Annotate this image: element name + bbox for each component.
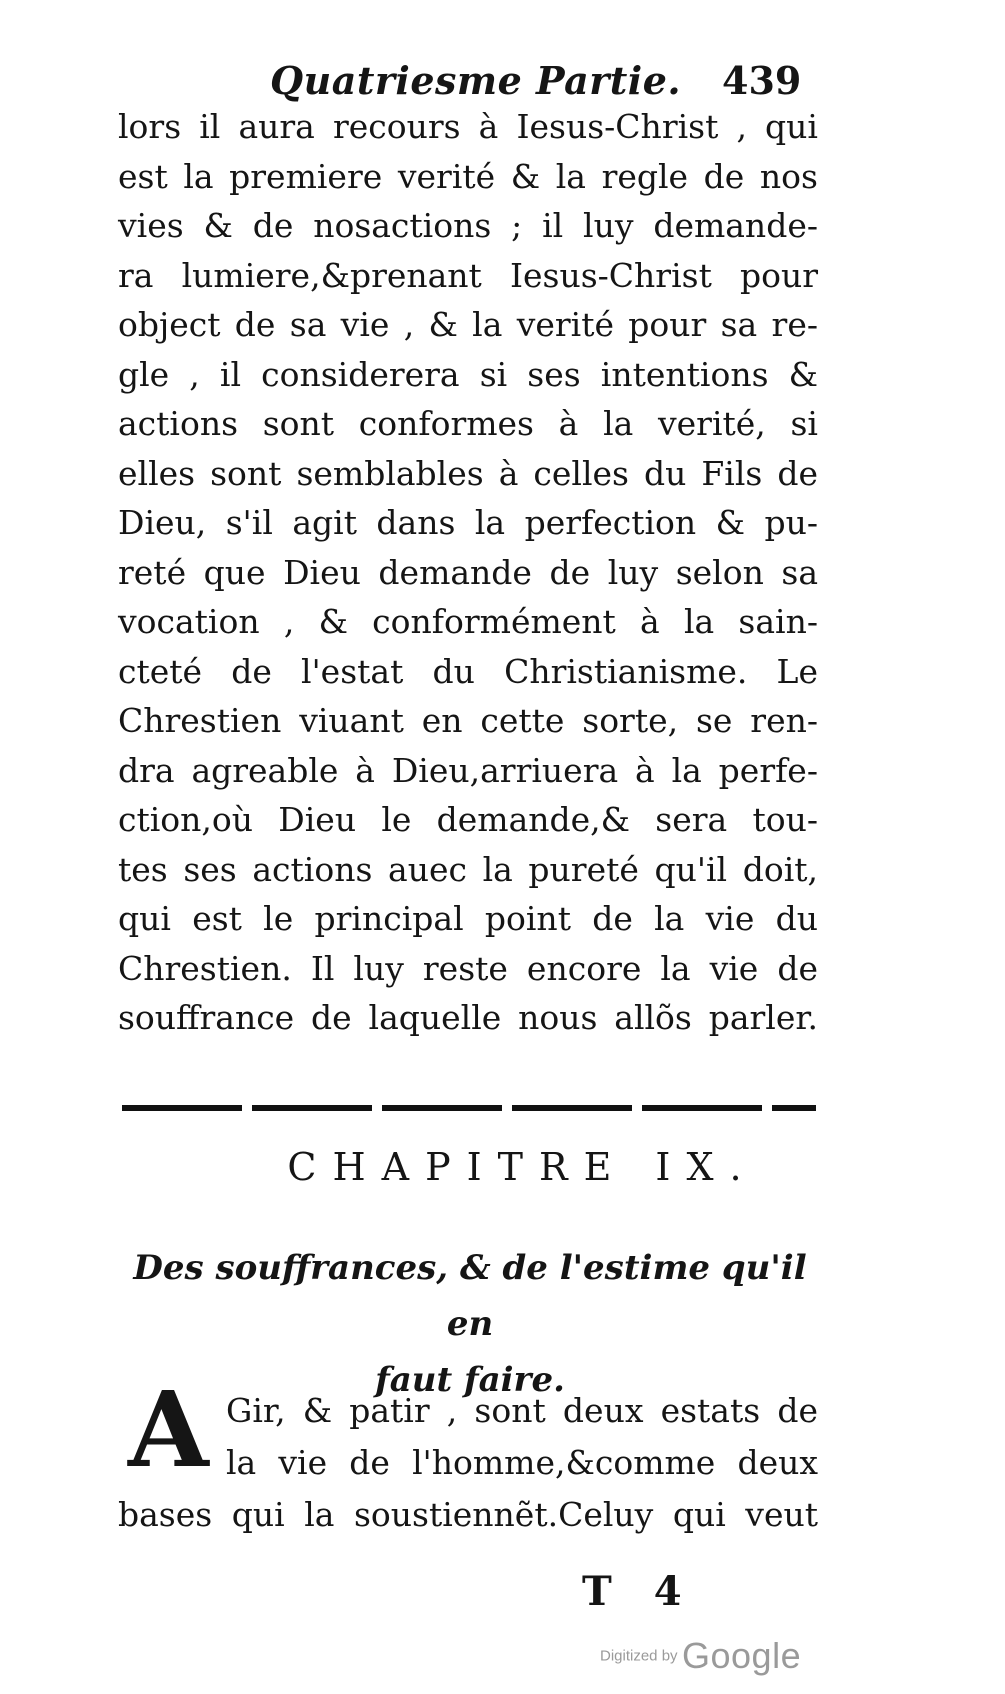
- text-line: Chrestien. Il luy reste encore la vie de: [118, 948, 818, 988]
- text-line: actions sont conformes à la verité, si: [118, 404, 818, 443]
- text-line: lors il aura recours à Iesus-Christ , qui: [118, 107, 818, 146]
- text-line: la vie de l'homme,&comme deux: [226, 1443, 818, 1482]
- text-line: bases qui la soustiennẽt.Celuy qui veut: [118, 1495, 818, 1534]
- text-line: dra agreable à Dieu,arriuera à la perfe-: [118, 750, 818, 790]
- body-text: [118, 102, 818, 1043]
- ornamental-rule: [122, 1105, 816, 1111]
- text-line: cteté de l'estat du Christianisme. Le: [118, 651, 818, 691]
- page-number: 439: [722, 58, 802, 103]
- text-line: gle , il considerera si ses intentions &: [118, 354, 818, 394]
- text-line: Gir, & patir , sont deux estats de: [226, 1391, 818, 1430]
- text-line: tes ses actions auec la pureté qu'il doit,: [118, 849, 818, 889]
- text-line: Chrestien viuant en cette sorte, se ren-: [118, 701, 818, 740]
- chapter-heading: CHAPITRE IX.: [287, 1145, 758, 1189]
- chapter-title-line: Des souffrances, & de l'estime qu'il en: [133, 1248, 807, 1344]
- text-line: ction,où Dieu le demande,& sera tou-: [118, 800, 818, 839]
- watermark-logo: Google: [682, 1635, 802, 1676]
- text-line: ra lumiere,&prenant Iesus-Christ pour: [118, 255, 818, 295]
- text-line: souffrance de laquelle nous allõs parler.: [118, 998, 818, 1037]
- running-head: Quatriesme Partie.: [270, 58, 682, 103]
- drop-cap: A: [128, 1368, 209, 1491]
- text-line: reté que Dieu demande de luy selon sa: [118, 552, 818, 592]
- signature-mark: T 4: [582, 1568, 696, 1615]
- chapter-title-line: faut faire.: [375, 1360, 565, 1400]
- text-line: object de sa vie , & la verité pour sa re-: [118, 305, 818, 344]
- watermark-prefix: Digitized by: [600, 1647, 678, 1665]
- text-line: vies & de nosactions ; il luy demande-: [118, 206, 818, 245]
- text-line: vocation , & conformément à la sain-: [118, 602, 818, 641]
- text-line: est la premiere verité & la regle de nos: [118, 156, 818, 196]
- opening-paragraph: [118, 1385, 818, 1541]
- chapter-title: [110, 1240, 830, 1408]
- digitization-watermark: [600, 1635, 801, 1677]
- text-line: elles sont semblables à celles du Fils de: [118, 453, 818, 493]
- text-line: qui est le principal point de la vie du: [118, 899, 818, 938]
- text-line: Dieu, s'il agit dans la perfection & pu-: [118, 503, 818, 542]
